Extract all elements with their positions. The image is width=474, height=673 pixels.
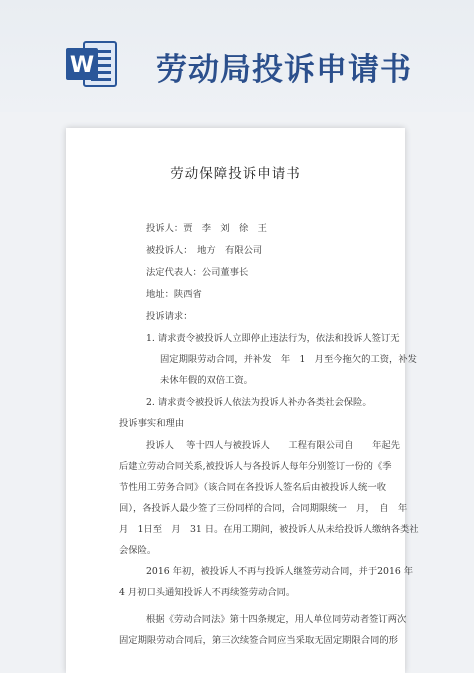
facts-para-2-line-1: 2016 年初，被投诉人不再与投诉人继签劳动合同，并于2016 年: [146, 566, 414, 577]
facts-para-3-line-1: 根据《劳动合同法》第十四条规定，用人单位同劳动者签订两次: [146, 614, 407, 625]
facts-para-1-line-4: 回），各投诉人最少签了三份同样的合同，合同期限统一 月， 自 年: [119, 503, 408, 514]
word-document-icon: [64, 36, 120, 92]
banner-title: 劳动局投诉申请书: [156, 52, 412, 88]
facts-para-1-line-1: 投诉人 等十四人与被投诉人 工程有限公司自 年起先: [146, 440, 400, 451]
request-1-line-2: 固定期限劳动合同，并补发 年 1 月至今拖欠的工资，补发: [160, 354, 417, 365]
facts-para-1-line-2: 后建立劳动合同关系,被投诉人与各投诉人每年分别签订一份的《季: [119, 461, 392, 472]
respondent-line: 被投诉人： 地方 有限公司: [146, 245, 263, 256]
word-logo-letter: W: [69, 53, 95, 78]
request-2-line: 2. 请求责令被投诉人依法为投诉人补办各类社会保险。: [146, 397, 372, 408]
address-line: 地址：陕西省: [146, 289, 202, 300]
facts-para-3-line-2: 固定期限劳动合同后，第三次续签合同应当采取无固定期限合同的形: [119, 635, 398, 646]
request-1-line-1: 1. 请求责令被投诉人立即停止违法行为，依法和投诉人签订无: [146, 333, 400, 344]
facts-para-1-line-3: 节性用工劳务合同》（该合同在各投诉人签名后由被投诉人统一收: [119, 482, 386, 493]
document-title: 劳动保障投诉申请书: [170, 166, 301, 182]
request-1-line-3: 未休年假的双倍工资。: [160, 375, 253, 386]
legal-rep-line: 法定代表人：公司董事长: [146, 267, 249, 278]
facts-para-1-line-6: 会保险。: [119, 545, 157, 556]
complainant-line: 投诉人：贾 李 刘 徐 王: [146, 223, 267, 234]
banner: [0, 0, 474, 112]
facts-heading: 投诉事实和理由: [119, 418, 185, 429]
facts-para-1-line-5: 月 1日至 月 31 日。在用工期间，被投诉人从未给投诉人缴纳各类社: [119, 524, 419, 535]
requests-heading: 投诉请求：: [146, 311, 193, 322]
document-page: [66, 128, 419, 673]
facts-para-2-line-2: 4 月初口头通知投诉人不再续签劳动合同。: [119, 587, 296, 598]
